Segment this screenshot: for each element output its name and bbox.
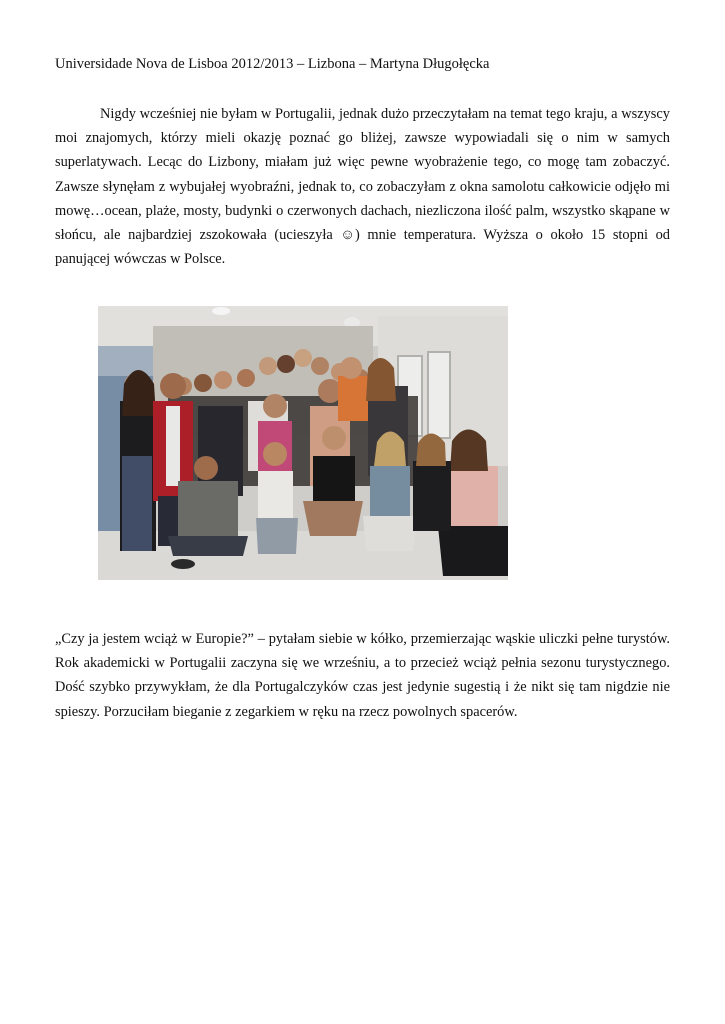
document-header: Universidade Nova de Lisboa 2012/2013 – Lizbona – Martyna Długołęcka — [55, 56, 490, 72]
paragraph-intro: Nigdy wcześniej nie byłam w Portugalii, jednak dużo przeczytałam na temat tego kraju, a wszyscy moi znajomych, którzy mieli okazję poznać go bliżej, zawsze wypowiadali się o nim w samych superlatywach. Lecąc do Lizbony, miałam już więc pewne wyobrażenie tego, co mogę tam zobaczyć. Zawsze słynęłam z wybujałej wyobraźni, jednak to, co zobaczyłam z okna samolotu całkowicie odjęło mi mowę…ocean, plaże, mosty, budynki o czerwonych dachach, niezliczona ilość palm, wszystko skąpane w słońcu, ale najbardziej zszokowała (ucieszyła ☺) mnie temperatura. Wyższa o około 15 stopni od panującej wówczas w Polsce. — [55, 106, 670, 268]
group-photo-image — [98, 306, 508, 580]
group-photo — [98, 306, 508, 580]
paragraph-europe: „Czy ja jestem wciąż w Europie?” – pytałam siebie w kółko, przemierzając wąskie uliczki pełne turystów. Rok akademicki w Portugalii zaczyna się we wrześniu, a to przecież wciąż pełnia sezonu turystycznego. Dość szybko przywykłam, że dla Portugalczyków czas jest jedynie sugestią i że nikt się tam nigdzie nie spieszy. Porzuciłam bieganie z zegarkiem w ręku na rzecz powolnych spacerów. — [55, 631, 670, 720]
